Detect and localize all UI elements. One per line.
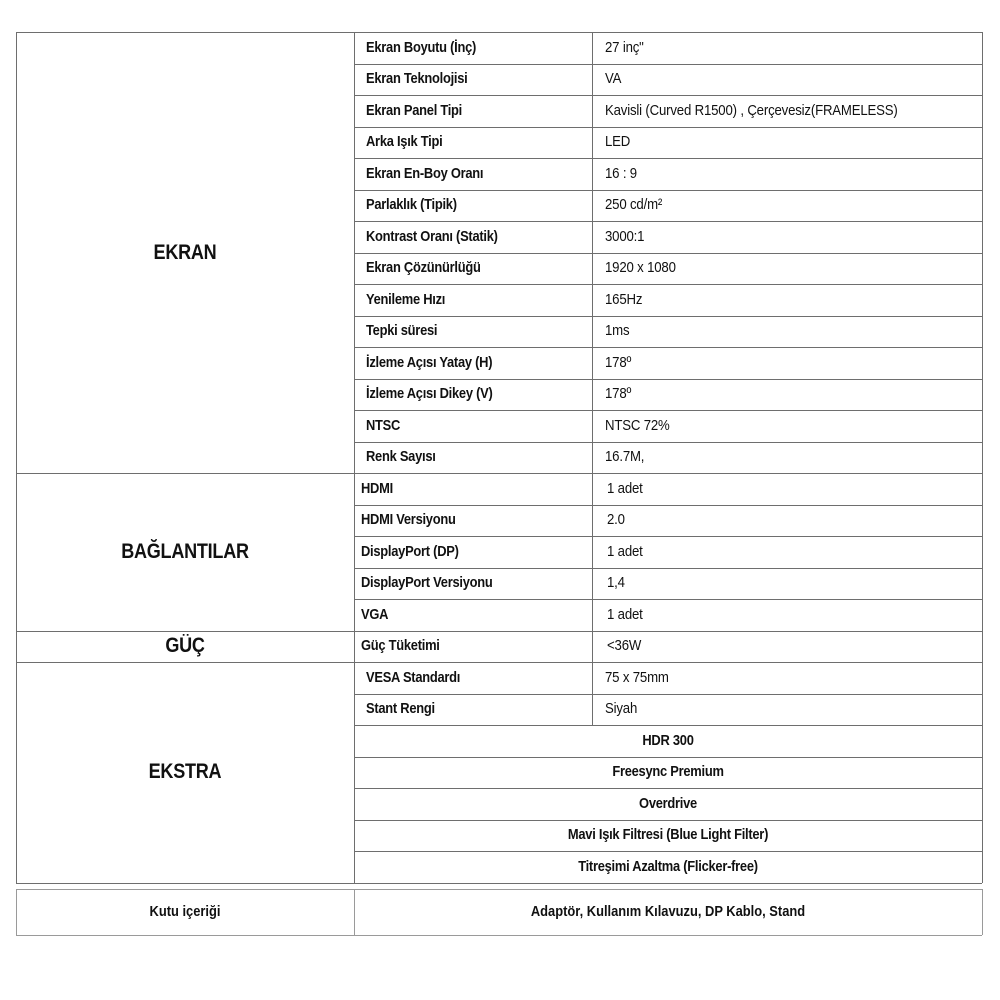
value-divider <box>592 505 593 537</box>
value-divider <box>592 568 593 600</box>
value-divider <box>592 316 593 348</box>
spec-value: 75 x 75mm <box>605 668 669 686</box>
spec-label: Ekran En-Boy Oranı <box>366 164 484 182</box>
box-table-top-border <box>16 889 982 890</box>
value-divider <box>592 379 593 411</box>
row-divider <box>354 284 982 285</box>
row-divider <box>354 442 982 443</box>
spec-value: 16.7M, <box>605 448 645 466</box>
spec-label: Güç Tüketimi <box>361 637 440 655</box>
row-divider <box>354 694 982 695</box>
spec-value: 1920 x 1080 <box>605 259 676 277</box>
value-divider <box>592 253 593 285</box>
row-divider <box>354 568 982 569</box>
box-contents-value: Adaptör, Kullanım Kılavuzu, DP Kablo, Stand <box>530 903 806 920</box>
box-table-left-border <box>16 889 17 935</box>
spec-label: VESA Standardı <box>366 668 461 686</box>
value-divider <box>592 599 593 631</box>
spec-label: NTSC <box>366 416 401 434</box>
spec-value: 1 adet <box>607 479 643 497</box>
spec-value: 178º <box>605 353 632 371</box>
feature-item: Mavi Işık Filtresi (Blue Light Filter) <box>567 826 769 844</box>
spec-label: Tepki süresi <box>366 322 438 340</box>
value-divider <box>592 32 593 64</box>
row-divider <box>354 599 982 600</box>
value-divider <box>592 190 593 222</box>
value-divider <box>592 95 593 127</box>
value-divider <box>592 662 593 694</box>
value-divider <box>592 631 593 663</box>
spec-label: DisplayPort (DP) <box>361 542 459 560</box>
section-divider <box>16 662 982 663</box>
section-divider <box>16 32 982 33</box>
row-divider <box>354 190 982 191</box>
value-divider <box>592 347 593 379</box>
value-divider <box>592 410 593 442</box>
spec-label: DisplayPort Versiyonu <box>361 574 493 592</box>
section-title-ekran: EKRAN <box>153 240 217 264</box>
spec-value: 178º <box>605 385 632 403</box>
spec-value: 1ms <box>605 322 630 340</box>
spec-value: 1 adet <box>607 542 643 560</box>
row-divider <box>354 316 982 317</box>
row-divider <box>354 253 982 254</box>
section-title-ekstra: EKSTRA <box>148 760 222 784</box>
spec-value: 1 adet <box>607 605 643 623</box>
spec-label: HDMI <box>361 479 393 497</box>
spec-label: Arka Işık Tipi <box>366 133 443 151</box>
value-divider <box>592 64 593 96</box>
section-title-guc: GÜÇ <box>165 634 205 658</box>
spec-value: Siyah <box>605 700 638 718</box>
spec-label: Ekran Teknolojisi <box>366 70 468 88</box>
spec-label: İzleme Açısı Dikey (V) <box>366 385 493 403</box>
value-divider <box>592 536 593 568</box>
spec-value: 3000:1 <box>605 227 645 245</box>
spec-label: Renk Sayısı <box>366 448 436 466</box>
row-divider <box>354 379 982 380</box>
feature-item: Titreşimi Azaltma (Flicker-free) <box>578 857 758 875</box>
row-divider <box>354 725 982 726</box>
row-divider <box>354 757 982 758</box>
value-divider <box>592 284 593 316</box>
spec-label: Kontrast Oranı (Statik) <box>366 227 498 245</box>
row-divider <box>354 820 982 821</box>
table-bottom-border <box>16 883 982 884</box>
row-divider <box>354 851 982 852</box>
spec-label: Ekran Boyutu (İnç) <box>366 38 477 56</box>
table-right-border <box>982 32 983 883</box>
row-divider <box>354 95 982 96</box>
value-divider <box>592 442 593 474</box>
feature-item: Freesync Premium <box>612 763 724 781</box>
value-divider <box>592 473 593 505</box>
spec-value: LED <box>605 133 631 151</box>
box-table-divider <box>354 889 355 935</box>
section-divider <box>16 473 982 474</box>
feature-item: HDR 300 <box>642 731 694 749</box>
box-table-right-border <box>982 889 983 935</box>
spec-value: 165Hz <box>605 290 643 308</box>
row-divider <box>354 536 982 537</box>
spec-value: 27 inç" <box>605 38 644 56</box>
row-divider <box>354 127 982 128</box>
spec-value: 16 : 9 <box>605 164 637 182</box>
box-table-bottom-border <box>16 935 982 936</box>
row-divider <box>354 64 982 65</box>
table-left-border <box>16 32 17 883</box>
column-divider <box>354 32 355 883</box>
value-divider <box>592 127 593 159</box>
spec-label: VGA <box>361 605 389 623</box>
spec-label: Yenileme Hızı <box>366 290 446 308</box>
spec-value: NTSC 72% <box>605 416 670 434</box>
spec-label: Ekran Çözünürlüğü <box>366 259 481 277</box>
row-divider <box>354 505 982 506</box>
box-contents-label: Kutu içeriği <box>149 903 221 920</box>
spec-value: 1,4 <box>607 574 625 592</box>
value-divider <box>592 221 593 253</box>
spec-label: İzleme Açısı Yatay (H) <box>366 353 493 371</box>
section-title-baglantilar: BAĞLANTILAR <box>121 539 249 563</box>
spec-label: Ekran Panel Tipi <box>366 101 463 119</box>
row-divider <box>354 410 982 411</box>
spec-label: Stant Rengi <box>366 700 435 718</box>
spec-value: <36W <box>607 637 642 655</box>
row-divider <box>354 347 982 348</box>
row-divider <box>354 788 982 789</box>
row-divider <box>354 158 982 159</box>
spec-label: HDMI Versiyonu <box>361 511 456 529</box>
spec-value: VA <box>605 70 622 88</box>
spec-label: Parlaklık (Tipik) <box>366 196 457 214</box>
spec-value: 250 cd/m² <box>605 196 663 214</box>
spec-value: 2.0 <box>607 511 625 529</box>
value-divider <box>592 158 593 190</box>
value-divider <box>592 694 593 726</box>
spec-value: Kavisli (Curved R1500) , Çerçevesiz(FRAMELESS) <box>605 101 898 119</box>
row-divider <box>354 221 982 222</box>
feature-item: Overdrive <box>639 794 697 812</box>
